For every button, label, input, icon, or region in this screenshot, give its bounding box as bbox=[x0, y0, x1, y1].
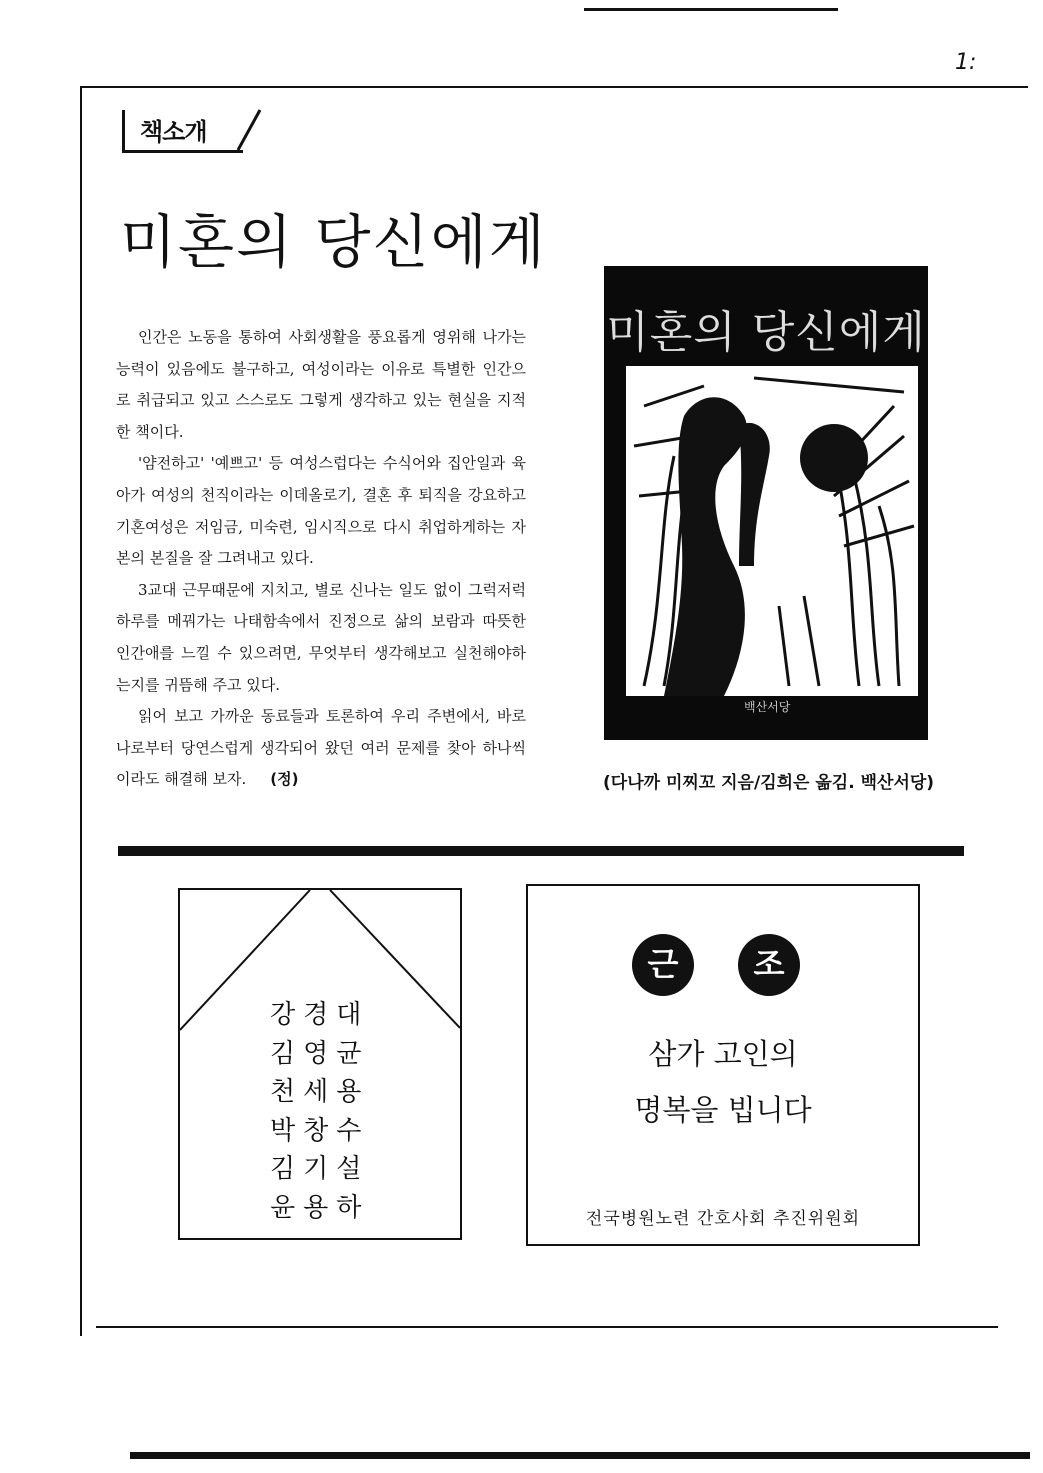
section-divider bbox=[118, 846, 964, 856]
memorial-name: 윤용하 bbox=[270, 1192, 370, 1223]
author-signoff: (정) bbox=[270, 770, 299, 789]
article-title: 미혼의 당신에게 bbox=[120, 208, 547, 276]
book-caption: (다나까 미찌꼬 지음/김희은 옮김. 백산서당) bbox=[603, 773, 935, 793]
memorial-name: 천세용 bbox=[270, 1077, 370, 1107]
book-cover-title: 미혼의 당신에게 bbox=[606, 307, 926, 358]
section-tag-slash bbox=[234, 108, 264, 158]
memorial-name: 김영균 bbox=[270, 1038, 370, 1069]
section-tag: 책소개 bbox=[140, 118, 207, 146]
condolence-message bbox=[528, 1026, 918, 1138]
memorial-name: 박창수 bbox=[270, 1115, 370, 1146]
memorial-names bbox=[270, 996, 369, 1227]
frame-bottom-rule bbox=[96, 1326, 998, 1328]
frame-top-rule bbox=[80, 86, 1028, 88]
body-paragraph-4-text: 읽어 보고 가까운 동료들과 토론하여 우리 주변에서, 바로 나로부터 당연스럽게 생각되어 왔던 여러 문제를 찾아 하나씩이라도 해결해 보자. bbox=[116, 707, 526, 789]
body-paragraph-2: '얌전하고' '예쁘고' 등 여성스럽다는 수식어와 집안일과 육아가 여성의 천직이라는 이데올로기, 결혼 후 퇴직을 강요하고 기혼여성은 저임금, 미숙련, 임시직으로 다시 취업하게하는 자본의 본질을 잘 그려내고 있다. bbox=[116, 454, 526, 568]
bottom-rule bbox=[130, 1452, 1030, 1459]
book-cover-publisher: 백산서당 bbox=[744, 700, 791, 714]
page-number: 1: bbox=[955, 50, 977, 75]
condolence-mark-right: 조 bbox=[738, 934, 800, 996]
condolence-line-1: 삼가 고인의 bbox=[648, 1037, 798, 1071]
body-paragraph-4 bbox=[116, 701, 526, 796]
book-cover-image bbox=[604, 266, 928, 740]
condolence-box bbox=[526, 884, 920, 1246]
memorial-name: 김기설 bbox=[270, 1154, 370, 1184]
body-paragraph-1: 인간은 노동을 통하여 사회생활을 풍요롭게 영위해 나가는 능력이 있음에도 불구하고, 여성이라는 이유로 특별한 인간으로 취급되고 있고 스스로도 그렇게 생각하고 있는 현실을 지적한 책이다. bbox=[116, 328, 526, 441]
frame-left-rule bbox=[80, 86, 82, 1336]
condolence-mark-left: 근 bbox=[632, 934, 694, 996]
top-rule bbox=[584, 8, 838, 11]
article-body bbox=[116, 322, 526, 796]
body-paragraph-3: 3교대 근무때문에 지치고, 별로 신나는 일도 없이 그럭저럭 하루를 메꿔가는 나태함속에서 진정으로 삶의 보람과 따뜻한 인간애를 느낄 수 있으려면, 무엇부터 생각해보고 실천해야하는지를 귀뜸해 주고 있다. bbox=[116, 580, 526, 694]
condolence-line-2: 명복을 빕니다 bbox=[634, 1093, 812, 1127]
memorial-name: 강경대 bbox=[270, 1000, 370, 1030]
condolence-organization: 전국병원노련 간호사회 추진위원회 bbox=[585, 1209, 861, 1229]
